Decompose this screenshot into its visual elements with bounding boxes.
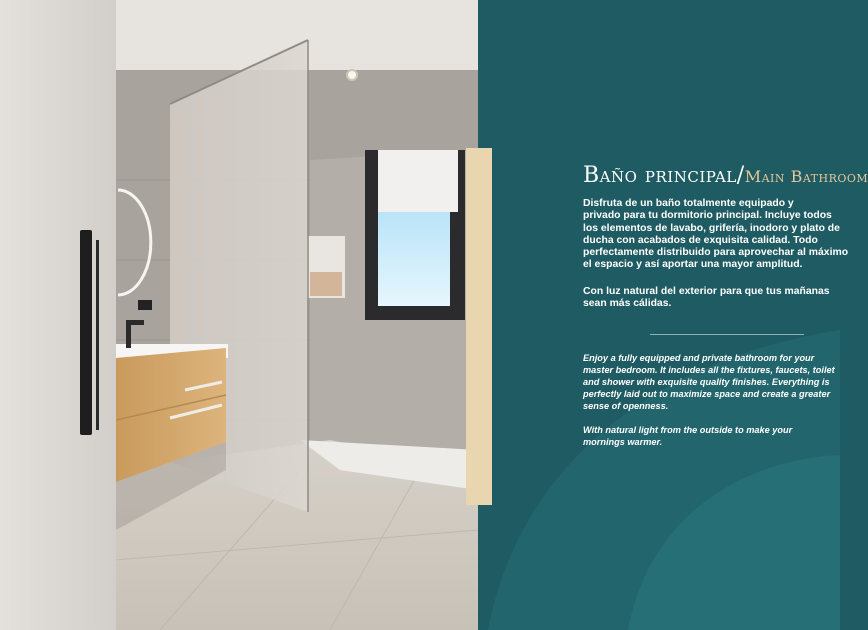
description-english [583,352,840,460]
paragraph-en-1 [583,352,840,412]
text-line: Disfruta de un baño totalmente equipado y [583,198,794,209]
paragraph-es-2 [583,286,840,311]
text-line: mornings warmer. [583,437,663,447]
text-line: perfectamente distribuido para aprovechar al máximo [583,247,849,259]
text-line: Enjoy a fully equipped and private bathroom for your [583,353,815,363]
text-line: el espacio y así aportar una mayor amplitud. [583,259,803,271]
title-spanish: Baño principal [583,163,737,188]
text-line: Con luz natural del exterior para que tus mañanas [583,285,830,297]
text-line: master bedroom. It includes all the fixtures, faucets, toilet [583,365,835,375]
section-title [583,152,868,190]
text-line: ducha con acabados de exquisita calidad. Todo [583,234,818,246]
section-divider [650,334,804,335]
title-separator: / [736,163,745,188]
text-line: privado para tu dormitorio principal. Incluye todos [583,210,832,222]
text-line: sense of openness. [583,401,669,411]
text-line: With natural light from the outside to make your [583,425,793,435]
text-line: sean más cálidas. [583,298,672,310]
text-line: los elementos de lavabo, grifería, inodoro y plato de [583,222,840,234]
text-line: and shower with exquisite quality finishes. Everything is [583,377,830,387]
title-english: Main Bathroom [744,167,868,186]
text-line: perfectly laid out to maximize space and create a greater [583,389,831,399]
description-spanish [583,198,849,324]
paragraph-es-1 [583,198,849,272]
gold-accent-bar [466,148,492,505]
paragraph-en-2 [583,424,840,448]
